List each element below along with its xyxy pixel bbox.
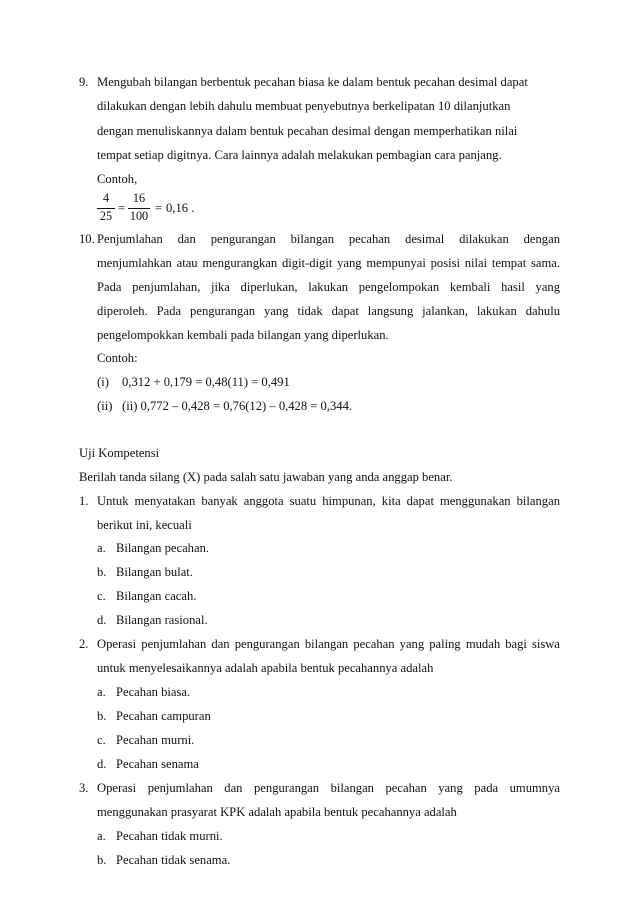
question-1-option-d-label: d. <box>97 613 107 627</box>
question-2-line-1: Operasi penjumlahan dan pengurangan bilangan pecahan yang paling mudah bagi siswa <box>97 637 560 651</box>
item-10-line-2: menjumlahkan atau mengurangkan digit-digit yang mempunyai posisi nilai tempat sama. <box>97 256 560 270</box>
question-1-option-d[interactable]: Bilangan rasional. <box>116 613 208 627</box>
item-10-line-5: pengelompokkan kembali pada bilangan yang diperlukan. <box>97 328 389 342</box>
item-10-line-4: diperoleh. Pada pengurangan yang tidak dapat langsung jalankan, lakukan dahulu <box>97 304 560 318</box>
question-2-option-a[interactable]: Pecahan biasa. <box>116 685 191 699</box>
question-2-option-b-label: b. <box>97 709 107 723</box>
question-2-option-d[interactable]: Pecahan senama <box>116 757 199 771</box>
item-10-example-1-label: (i) <box>97 375 109 389</box>
question-3-option-a[interactable]: Pecahan tidak murni. <box>116 829 223 843</box>
item-9-line-1: Mengubah bilangan berbentuk pecahan biasa ke dalam bentuk pecahan desimal dapat <box>97 75 528 89</box>
item-10-example-2-label: (ii) <box>97 399 113 413</box>
question-2-option-c[interactable]: Pecahan murni. <box>116 733 195 747</box>
question-1-option-a[interactable]: Bilangan pecahan. <box>116 541 210 555</box>
question-1-option-b-label: b. <box>97 565 107 579</box>
item-9-example-label: Contoh, <box>97 172 138 186</box>
question-2-option-d-label: d. <box>97 757 107 771</box>
question-2-option-a-label: a. <box>97 685 106 699</box>
fraction-1-denominator: 25 <box>99 209 113 223</box>
item-9-number: 9. <box>79 75 89 89</box>
question-1-option-c[interactable]: Bilangan cacah. <box>116 589 197 603</box>
fraction-2-numerator: 16 <box>132 191 146 205</box>
question-1-option-c-label: c. <box>97 589 106 603</box>
item-9-line-4: tempat setiap digitnya. Cara lainnya adalah melakukan pembagian cara panjang. <box>97 148 502 162</box>
question-2-option-c-label: c. <box>97 733 106 747</box>
section-title: Uji Kompetensi <box>79 446 160 460</box>
question-3-option-b-label: b. <box>97 853 107 867</box>
item-10-line-3: Pada penjumlahan, jika diperlukan, lakukan pengelompokan kembali hasil yang <box>97 280 560 294</box>
question-3-line-2: menggunakan prasyarat KPK adalah apabila bentuk pecahannya adalah <box>97 805 457 819</box>
question-1-option-a-label: a. <box>97 541 106 555</box>
question-3-number: 3. <box>79 781 89 795</box>
item-9-line-3: dengan menuliskannya dalam bentuk pecahan desimal dengan memperhatikan nilai <box>97 124 518 138</box>
section-instruction: Berilah tanda silang (X) pada salah satu jawaban yang anda anggap benar. <box>79 470 453 484</box>
question-2-number: 2. <box>79 637 89 651</box>
item-10-example-1-text: 0,312 + 0,179 = 0,48(11) = 0,491 <box>122 375 290 389</box>
item-10-example-2-text: (ii) 0,772 – 0,428 = 0,76(12) – 0,428 = 0,344. <box>122 399 353 413</box>
question-1-line-1: Untuk menyatakan banyak anggota suatu himpunan, kita dapat menggunakan bilangan <box>97 494 560 508</box>
item-10-number: 10. <box>79 232 95 246</box>
fraction-2-denominator: 100 <box>129 209 149 223</box>
item-10-line-1: Penjumlahan dan pengurangan bilangan pecahan desimal dilakukan dengan <box>97 232 560 246</box>
item-10-example-label: Contoh: <box>97 351 138 365</box>
formula-result: 0,16 . <box>166 201 195 215</box>
question-2-line-2: untuk menyelesaikannya adalah apabila bentuk pecahannya adalah <box>97 661 434 675</box>
fraction-1-numerator: 4 <box>102 191 110 205</box>
question-1-line-2: berikut ini, kecuali <box>97 518 192 532</box>
question-3-option-b[interactable]: Pecahan tidak senama. <box>116 853 231 867</box>
question-1-number: 1. <box>79 494 89 508</box>
question-3-line-1: Operasi penjumlahan dan pengurangan bilangan pecahan yang pada umumnya <box>97 781 560 795</box>
question-3-option-a-label: a. <box>97 829 106 843</box>
item-9-line-2: dilakukan dengan lebih dahulu membuat penyebutnya berkelipatan 10 dilanjutkan <box>97 99 511 113</box>
question-2-option-b[interactable]: Pecahan campuran <box>116 709 211 723</box>
question-1-option-b[interactable]: Bilangan bulat. <box>116 565 193 579</box>
equals-sign-2: = <box>155 201 163 215</box>
equals-sign-1: = <box>118 201 126 215</box>
